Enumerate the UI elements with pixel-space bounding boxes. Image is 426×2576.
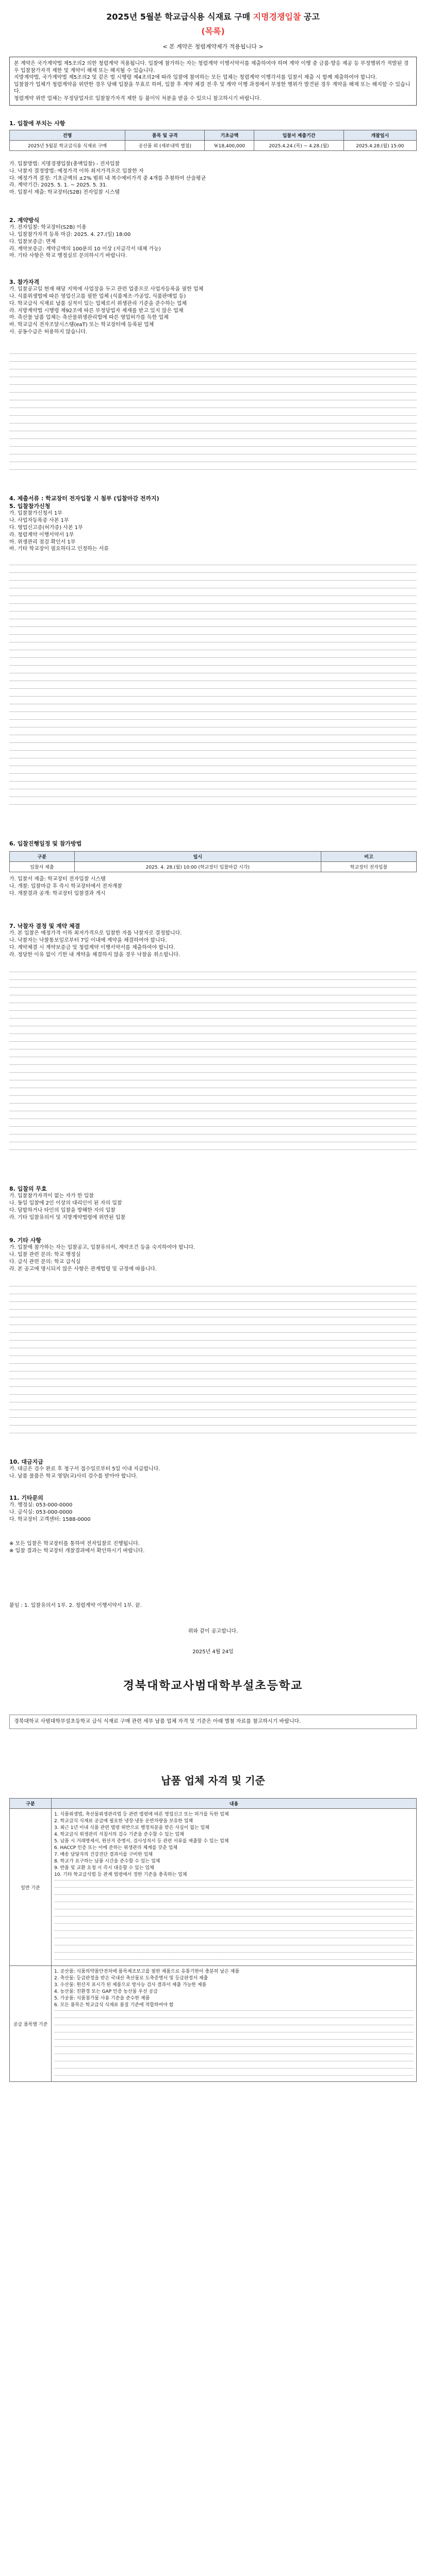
section-10 — [9, 1458, 417, 1480]
closing-note: ※ 모든 입찰은 학교장터를 통하여 전자입찰로 진행됩니다. — [9, 1541, 140, 1547]
list-item: 라. 계약보증금: 계약금액의 100분의 10 이상 (지급각서 대체 가능) — [9, 246, 161, 252]
section-heading: 2. 계약방식 — [9, 217, 40, 224]
list-item: 다. 담합하거나 타인의 입찰을 방해한 자의 입찰 — [9, 1207, 116, 1213]
table-header: 기초금액 — [205, 130, 254, 141]
attachment-line — [9, 1602, 417, 1609]
section-1-notes — [9, 161, 417, 196]
list-item: 사. 공동수급은 허용하지 않습니다. — [9, 329, 88, 335]
section-subheading: 5. 입찰참가신청 — [9, 503, 51, 510]
note-item: 나. 개찰: 입찰마감 후 즉시 학교장터에서 전자개찰 — [9, 883, 122, 889]
requirement-item: 9. 반품 및 교환 요청 시 즉시 대응할 수 있는 업체 — [54, 1866, 154, 1871]
table-cell: ￦18,400,000 — [205, 141, 254, 151]
table-row — [10, 1966, 417, 2082]
requirement-item: 2. 축산물: 등급판정을 받은 국내산 축산물로 도축증명서 및 등급판정서 제출 — [54, 1976, 208, 1981]
list-item: 다. 계약체결 시 계약보증금 및 청렴계약 이행서약서를 제출하여야 합니다. — [9, 944, 175, 951]
list-item: 가. 전자입찰: 학교장터(S2B) 이용 — [9, 225, 87, 231]
list-item: 라. 기타 입찰유의서 및 지방계약법령에 위반된 입찰 — [9, 1214, 126, 1221]
category-cell: 일반 기준 — [10, 1809, 52, 1966]
closing-note: ※ 입찰 결과는 학교장터 개찰결과에서 확인하시기 바랍니다. — [9, 1548, 145, 1554]
requirement-item: 5. 가공품: 식품첨가물 사용 기준을 준수한 제품 — [54, 1996, 150, 2001]
note-item: 다. 개찰결과 공개: 학교장터 입찰결과 게시 — [9, 890, 106, 896]
list-item: 나. 사업자등록증 사본 1부 — [9, 518, 69, 524]
section-8 — [9, 1185, 417, 1221]
table-cell: 학교장터 전자입찰 — [321, 862, 416, 872]
notice-line: 본 계약은 국가계약법 제5조의2 의한 청렴계약 적용됩니다. 입찰에 참가하는 자는 청렴계약 이행서약서를 제출하여야 하며 계약 이행 중 금품·향응 제공 등 부정행위가 적발된 경우 입찰참가자격 제한 및 계약이 해제 또는 해지될 수 있습니다. — [14, 61, 409, 74]
list-item: 가. 대금은 검수 완료 후 청구서 접수일로부터 5일 이내 지급합니다. — [9, 1466, 160, 1472]
bid-items-table — [9, 130, 417, 151]
list-item: 라. 정당한 이유 없이 기한 내 계약을 체결하지 않을 경우 낙찰을 취소합니다. — [9, 952, 181, 958]
announcement-date — [9, 1649, 417, 1656]
list-item: 나. 식품위생법에 따른 영업신고를 필한 업체 (식품제조·가공업, 식품판매업 등) — [9, 293, 186, 299]
table-header: 구분 — [10, 1799, 52, 1809]
closing-notes — [9, 1540, 417, 1555]
requirement-item: 7. 배송 담당자의 건강진단 결과서를 구비한 업체 — [54, 1852, 153, 1857]
requirement-item: 1. 식품위생법, 축산물위생관리법 등 관련 법령에 따른 영업신고 또는 허가를 득한 업체 — [54, 1812, 229, 1817]
table-header: 비고 — [321, 852, 416, 862]
requirement-item: 1. 공산품: 식품의약품안전처에 품목제조보고를 필한 제품으로 유통기한이 충분히 남은 제품 — [54, 1969, 240, 1974]
content-cell — [52, 1809, 417, 1966]
notice-line: 지방계약법, 국가계약법 제5조의2 및 같은 법 시행령 제4조의2에 따라 입찰에 참여하는 모든 업체는 청렴계약 이행각서를 입찰서 제출 시 함께 제출하여야 합니다. — [14, 75, 377, 80]
date-text: 2025년 4월 24일 — [192, 1649, 234, 1655]
requirement-item: 2. 학교급식 식재료 공급에 필요한 냉장·냉동 운반차량을 보유한 업체 — [54, 1819, 193, 1824]
closing-statement — [9, 1628, 417, 1635]
continuation-lines — [54, 2008, 414, 2078]
note-item: 라. 계약기간: 2025. 5. 1. ~ 2025. 5. 31. — [9, 182, 108, 189]
section-heading: 8. 입찰의 무효 — [9, 1185, 47, 1192]
note-item: 가. 입찰방법: 지명경쟁입찰(총액입찰) - 전자입찰 — [9, 161, 120, 167]
list-item: 나. 낙찰자는 낙찰통보일로부터 7일 이내에 계약을 체결하여야 합니다. — [9, 937, 167, 943]
section-6-notes — [9, 876, 417, 897]
list-item: 다. 입찰보증금: 면제 — [9, 239, 56, 245]
table-cell: 2025.4.24.(목) ~ 4.28.(월) — [254, 141, 343, 151]
table-row — [10, 1809, 417, 1966]
title-prefix: 2025년 5월분 학교급식용 식재료 구매 — [106, 12, 251, 22]
attachment-text: 붙임 : 1. 입찰유의서 1부. 2. 청렴계약 이행서약서 1부. 끝. — [9, 1603, 142, 1608]
section-heading: 9. 기타 사항 — [9, 1237, 41, 1244]
list-item: 바. 학교급식 전자조달시스템(eaT) 또는 학교장터에 등록된 업체 — [9, 322, 154, 328]
table-header: 내용 — [52, 1799, 417, 1809]
note-item: 마. 입찰서 제출: 학교장터(S2B) 전자입찰 시스템 — [9, 190, 120, 196]
list-item: 라. 지방계약법 시행령 제92조에 따른 부정당업자 제재를 받고 있지 않은 업체 — [9, 308, 184, 314]
section-heading: 4. 제출서류 : 학교장터 전자입찰 시 첨부 (입찰마감 전까지) — [9, 495, 159, 502]
requirement-item: 3. 수산물: 원산지 표시가 된 제품으로 방사능 검사 결과서 제출 가능한 제품 — [54, 1982, 207, 1988]
list-item: 마. 축산물 납품 업체는 축산물위생관리법에 따른 영업허가를 득한 업체 — [9, 315, 169, 321]
closing-text: 위와 같이 공고합니다. — [188, 1629, 238, 1634]
section-7 — [9, 922, 417, 958]
note-item: 다. 예정가격 결정: 기초금액의 ±2% 범위 내 복수예비가격 중 4개를 추첨하여 산술평균 — [9, 175, 206, 181]
table-header: 품목 및 규격 — [125, 130, 205, 141]
section-heading: 11. 기타문의 — [9, 1495, 43, 1501]
list-item: 나. 입찰참가자격 등록 마감: 2025. 4. 27.(일) 18:00 — [9, 231, 131, 238]
list-item: 가. 입찰참가자격이 없는 자가 한 입찰 — [9, 1193, 94, 1199]
section-6 — [9, 840, 417, 848]
content-cell — [52, 1966, 417, 2082]
table-header: 건명 — [10, 130, 125, 141]
section-4 — [9, 495, 417, 553]
list-item: 다. 급식 관련 문의: 학교 급식실 — [9, 1259, 81, 1265]
integrity-notice-box — [9, 57, 417, 106]
list-item: 나. 입찰 관련 문의: 학교 행정실 — [9, 1251, 81, 1258]
notice-line: 입찰참가 업체가 청렴계약을 위반한 경우 당해 입찰을 무효로 하며, 입찰 후 계약 체결 전·후 및 계약 이행 과정에서 부정한 행위가 발견된 경우 계약을 해제 또는 해지할 수 있습니다. — [14, 81, 411, 94]
table-cell: 2025.4.28.(월) 15:00 — [343, 141, 416, 151]
table-row — [10, 862, 417, 872]
section-9-continuation — [9, 1283, 417, 1437]
table-cell: 2025년 5월분 학교급식용 식재료 구매 — [10, 141, 125, 151]
school-name: 경북대학교사범대학부설초등학교 — [123, 1680, 303, 1692]
table-cell: 공산품 외 (세부내역 별첨) — [125, 141, 205, 151]
table-cell: 2025. 4. 28.(월) 10:00 (학교장터 입찰마감 시각) — [74, 862, 321, 872]
page-subtitle: (목록) — [201, 26, 225, 36]
title-highlight: 지명경쟁입찰 — [253, 12, 301, 22]
table-header: 일시 — [74, 852, 321, 862]
info-banner: 경북대학교 사범대학부설초등학교 급식 식재료 구매 관련 세부 납품 업체 자격 및 기준은 아래 별첨 자료를 참고하시기 바랍니다. — [9, 1715, 417, 1729]
section-heading: 10. 대금지급 — [9, 1459, 43, 1465]
list-item: 다. 영업신고증(허가증) 사본 1부 — [9, 524, 83, 531]
section-9 — [9, 1236, 417, 1273]
note-item: 나. 낙찰자 결정방법: 예정가격 이하 최저가격으로 입찰한 자 — [9, 168, 144, 174]
category-cell: 공급 품목별 기준 — [10, 1966, 52, 2082]
list-item: 가. 입찰공고일 현재 해당 지역에 사업장을 두고 관련 업종으로 사업자등록을 필한 업체 — [9, 286, 204, 293]
section-3-continuation — [9, 350, 417, 474]
section-heading: 3. 참가자격 — [9, 279, 40, 285]
section-2 — [9, 216, 417, 260]
requirement-item: 3. 최근 1년 이내 식품 관련 법령 위반으로 행정처분을 받은 사실이 없는 업체 — [54, 1825, 209, 1831]
title-suffix: 공고 — [301, 12, 320, 22]
requirements-title: 납품 업체 자격 및 기준 — [161, 1774, 265, 1787]
page-title — [0, 10, 426, 22]
list-item: 바. 기타 학교장이 필요하다고 인정하는 서류 — [9, 546, 109, 552]
requirements-table — [9, 1798, 417, 2082]
section-heading: 1. 입찰에 부치는 사항 — [9, 120, 65, 127]
notice-line: 청렴계약 위반 업체는 부정당업자로 입찰참가자격 제한 등 불이익 처분을 받을 수 있으니 참고하시기 바랍니다. — [14, 95, 261, 101]
integrity-note: < 본 계약은 청렴계약제가 적용됩니다 > — [162, 43, 264, 50]
section-3 — [9, 278, 417, 336]
section-7-continuation — [9, 969, 417, 1154]
list-item: 나. 급식실: 053-000-0000 — [9, 1509, 73, 1515]
requirement-item: 10. 기타 학교급식법 등 관계 법령에서 정한 기준을 충족하는 업체 — [54, 1872, 187, 1877]
requirement-item: 4. 학교급식 위생관리 지침서의 검수 기준을 준수할 수 있는 업체 — [54, 1832, 184, 1837]
requirement-item: 4. 농산물: 친환경 또는 GAP 인증 농산물 우선 공급 — [54, 1989, 158, 1994]
list-item: 마. 기타 사항은 학교 행정실로 문의하시기 바랍니다. — [9, 253, 127, 259]
section-11 — [9, 1494, 417, 1523]
list-item: 다. 학교장터 고객센터: 1588-0000 — [9, 1516, 91, 1522]
list-item: 가. 본 입찰은 예정가격 이하 최저가격으로 입찰한 자를 낙찰자로 결정합니다. — [9, 930, 182, 937]
list-item: 다. 학교급식 식재료 납품 실적이 있는 업체로서 위생관리 기준을 준수하는 업체 — [9, 300, 187, 307]
list-item: 가. 행정실: 053-000-0000 — [9, 1502, 73, 1509]
table-header: 구분 — [10, 852, 75, 862]
table-row — [10, 141, 417, 151]
table-header: 입찰서 제출기간 — [254, 130, 343, 141]
list-item: 라. 본 공고에 명시되지 않은 사항은 관계법령 및 규정에 따릅니다. — [9, 1266, 157, 1272]
requirement-item: 8. 학교가 요구하는 납품 시간을 준수할 수 있는 업체 — [54, 1859, 160, 1864]
list-item: 가. 입찰참가신청서 1부 — [9, 511, 62, 517]
section-4-continuation — [9, 562, 417, 809]
table-header: 개찰일시 — [343, 130, 416, 141]
section-heading: 7. 낙찰자 결정 및 계약 체결 — [9, 923, 80, 929]
requirement-item: 5. 납품 시 거래명세서, 원산지 증명서, 검사성적서 등 관련 서류를 제출할 수 있는 업체 — [54, 1839, 229, 1844]
list-item: 라. 청렴계약 이행서약서 1부 — [9, 532, 74, 538]
list-item: 마. 위생관리 점검 확인서 1부 — [9, 539, 76, 545]
list-item: 가. 입찰에 참가하는 자는 입찰공고, 입찰유의서, 계약조건 등을 숙지하여야 합니다. — [9, 1245, 195, 1251]
continuation-lines — [54, 1877, 414, 1962]
schedule-table — [9, 851, 417, 872]
section-heading: 6. 입찰진행일정 및 참가방법 — [9, 840, 82, 847]
requirement-item: 6. HACCP 인증 또는 이에 준하는 위생관리 체계를 갖춘 업체 — [54, 1845, 177, 1851]
requirement-item: 6. 모든 품목은 학교급식 식재료 품질 기준에 적합하여야 함 — [54, 2003, 174, 2008]
section-1 — [9, 120, 417, 127]
note-item: 가. 입찰서 제출: 학교장터 전자입찰 시스템 — [9, 876, 106, 882]
list-item: 나. 납품 물품은 학교 영양(교)사의 검수를 받아야 합니다. — [9, 1473, 138, 1479]
list-item: 나. 동일 입찰에 2인 이상의 대리인이 된 자의 입찰 — [9, 1200, 122, 1206]
table-cell: 입찰서 제출 — [10, 862, 75, 872]
